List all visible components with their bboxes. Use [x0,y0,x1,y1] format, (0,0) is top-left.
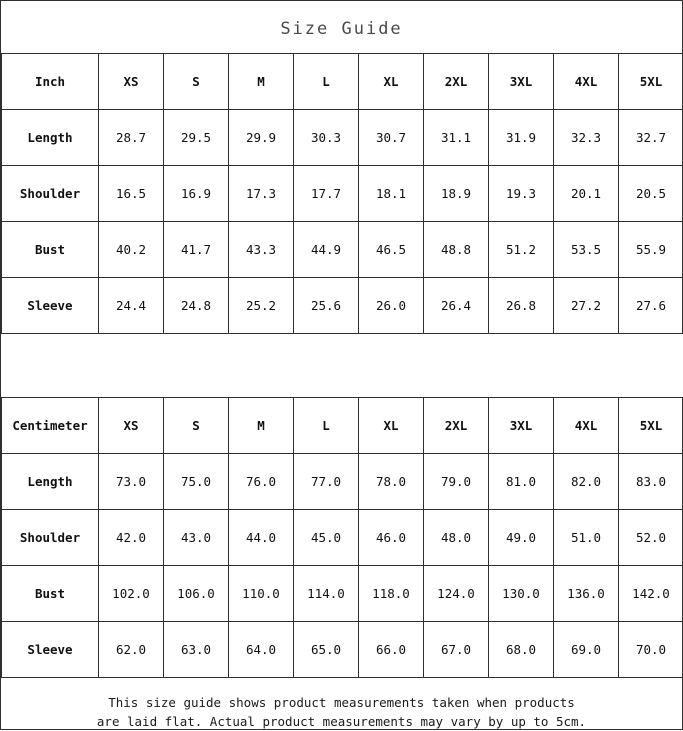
row-label-bust: Bust [2,566,99,622]
cell-sleeve-3xl: 26.8 [489,278,554,334]
column-header-l: L [294,398,359,454]
table-row [2,278,683,334]
cell-shoulder-3xl: 19.3 [489,166,554,222]
cell-sleeve-xs: 24.4 [99,278,164,334]
column-header-5xl: 5XL [619,398,683,454]
cell-bust-xl: 46.5 [359,222,424,278]
cell-shoulder-2xl: 48.0 [424,510,489,566]
cell-length-l: 77.0 [294,454,359,510]
column-header-4xl: 4XL [554,54,619,110]
cell-bust-s: 41.7 [164,222,229,278]
cell-shoulder-xl: 46.0 [359,510,424,566]
cell-length-xs: 28.7 [99,110,164,166]
column-header-2xl: 2XL [424,398,489,454]
centimeter-table-wrapper [1,397,682,678]
cell-shoulder-xl: 18.1 [359,166,424,222]
cell-shoulder-xs: 42.0 [99,510,164,566]
cell-length-2xl: 79.0 [424,454,489,510]
cell-shoulder-5xl: 52.0 [619,510,683,566]
cell-bust-2xl: 124.0 [424,566,489,622]
centimeter-size-table [1,397,683,678]
cell-sleeve-xl: 66.0 [359,622,424,678]
column-header-4xl: 4XL [554,398,619,454]
cell-shoulder-m: 44.0 [229,510,294,566]
cell-sleeve-m: 64.0 [229,622,294,678]
table-separator [1,334,683,397]
row-label-shoulder: Shoulder [2,166,99,222]
cell-bust-xs: 102.0 [99,566,164,622]
cell-shoulder-l: 45.0 [294,510,359,566]
cell-sleeve-5xl: 70.0 [619,622,683,678]
cell-length-4xl: 82.0 [554,454,619,510]
cell-length-3xl: 81.0 [489,454,554,510]
table-header-row [2,398,683,454]
column-header-m: M [229,398,294,454]
column-header-xl: XL [359,398,424,454]
column-header-5xl: 5XL [619,54,683,110]
table-row [2,222,683,278]
column-header-xs: XS [99,398,164,454]
cell-bust-3xl: 130.0 [489,566,554,622]
cell-shoulder-3xl: 49.0 [489,510,554,566]
cell-bust-4xl: 136.0 [554,566,619,622]
cell-sleeve-s: 24.8 [164,278,229,334]
cell-sleeve-2xl: 26.4 [424,278,489,334]
cell-bust-5xl: 55.9 [619,222,683,278]
cell-length-xl: 30.7 [359,110,424,166]
cell-sleeve-4xl: 69.0 [554,622,619,678]
table-row [2,510,683,566]
footer-line-1: This size guide shows product measurements taken when products [1,693,682,712]
cell-bust-5xl: 142.0 [619,566,683,622]
table-row [2,166,683,222]
cell-bust-2xl: 48.8 [424,222,489,278]
cell-bust-s: 106.0 [164,566,229,622]
cell-sleeve-m: 25.2 [229,278,294,334]
cell-length-s: 29.5 [164,110,229,166]
column-header-l: L [294,54,359,110]
unit-label-inch: Inch [2,54,99,110]
cell-shoulder-4xl: 51.0 [554,510,619,566]
cell-shoulder-4xl: 20.1 [554,166,619,222]
cell-shoulder-l: 17.7 [294,166,359,222]
row-label-sleeve: Sleeve [2,278,99,334]
row-label-bust: Bust [2,222,99,278]
inch-table-wrapper [1,53,682,334]
cell-length-xl: 78.0 [359,454,424,510]
table-row [2,566,683,622]
cell-length-l: 30.3 [294,110,359,166]
row-label-length: Length [2,110,99,166]
row-label-shoulder: Shoulder [2,510,99,566]
cell-sleeve-xl: 26.0 [359,278,424,334]
footer-note [1,678,682,731]
cell-shoulder-m: 17.3 [229,166,294,222]
cell-length-xs: 73.0 [99,454,164,510]
column-header-xl: XL [359,54,424,110]
cell-length-2xl: 31.1 [424,110,489,166]
cell-shoulder-xs: 16.5 [99,166,164,222]
cell-sleeve-xs: 62.0 [99,622,164,678]
footer-line-2: are laid flat. Actual product measurements may vary by up to 5cm. [1,712,682,731]
column-header-s: S [164,398,229,454]
cell-length-5xl: 32.7 [619,110,683,166]
table-row [2,454,683,510]
cell-sleeve-2xl: 67.0 [424,622,489,678]
column-header-xs: XS [99,54,164,110]
inch-size-table [1,53,683,334]
cell-shoulder-s: 16.9 [164,166,229,222]
cell-bust-xl: 118.0 [359,566,424,622]
row-label-length: Length [2,454,99,510]
table-row [2,622,683,678]
cell-length-4xl: 32.3 [554,110,619,166]
column-header-3xl: 3XL [489,398,554,454]
cell-sleeve-5xl: 27.6 [619,278,683,334]
cell-sleeve-l: 65.0 [294,622,359,678]
row-label-sleeve: Sleeve [2,622,99,678]
cell-length-s: 75.0 [164,454,229,510]
cell-bust-l: 114.0 [294,566,359,622]
page-title: Size Guide [1,1,682,53]
cell-shoulder-5xl: 20.5 [619,166,683,222]
cell-sleeve-4xl: 27.2 [554,278,619,334]
cell-sleeve-l: 25.6 [294,278,359,334]
column-header-3xl: 3XL [489,54,554,110]
cell-sleeve-3xl: 68.0 [489,622,554,678]
cell-shoulder-2xl: 18.9 [424,166,489,222]
cell-length-5xl: 83.0 [619,454,683,510]
cell-length-3xl: 31.9 [489,110,554,166]
cell-length-m: 76.0 [229,454,294,510]
cell-sleeve-s: 63.0 [164,622,229,678]
cell-bust-xs: 40.2 [99,222,164,278]
cell-length-m: 29.9 [229,110,294,166]
cell-bust-l: 44.9 [294,222,359,278]
cell-bust-3xl: 51.2 [489,222,554,278]
column-header-2xl: 2XL [424,54,489,110]
column-header-s: S [164,54,229,110]
cell-bust-4xl: 53.5 [554,222,619,278]
cell-bust-m: 43.3 [229,222,294,278]
table-row [2,110,683,166]
cell-bust-m: 110.0 [229,566,294,622]
column-header-m: M [229,54,294,110]
unit-label-centimeter: Centimeter [2,398,99,454]
cell-shoulder-s: 43.0 [164,510,229,566]
table-header-row [2,54,683,110]
